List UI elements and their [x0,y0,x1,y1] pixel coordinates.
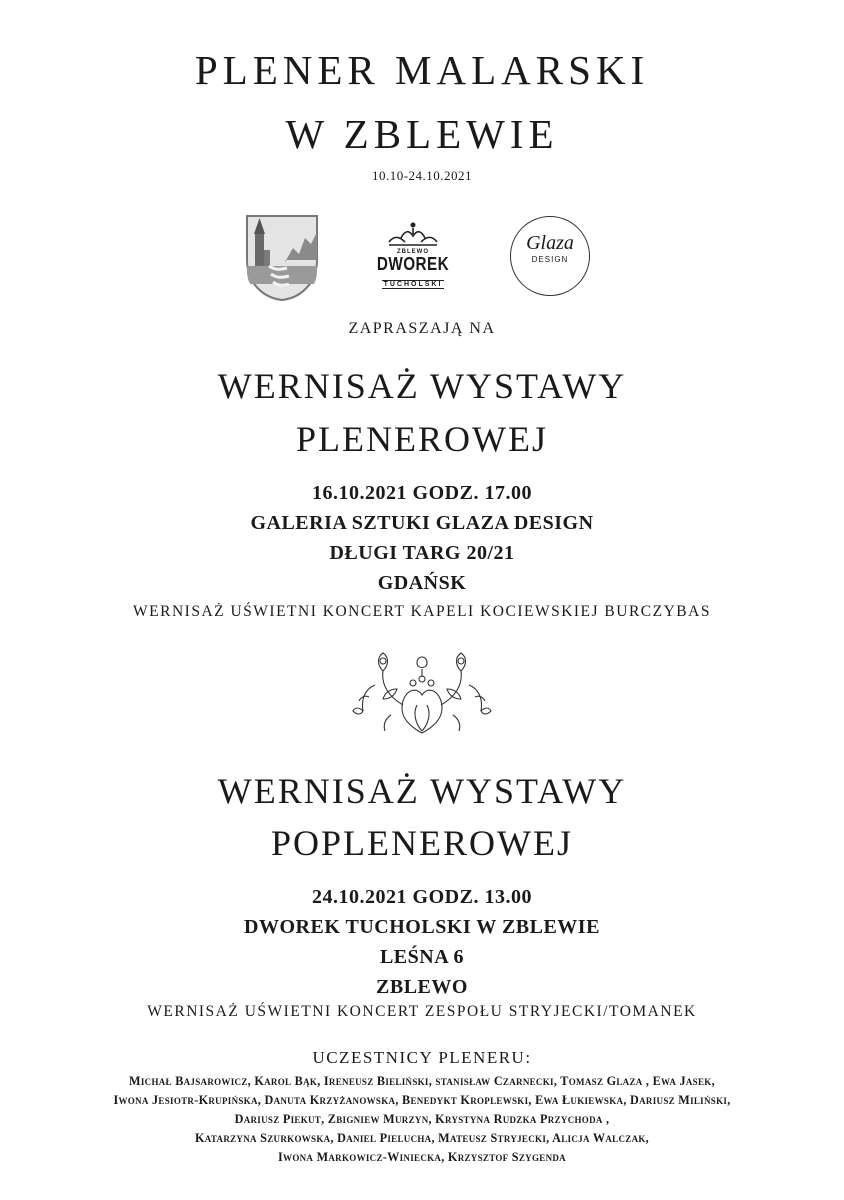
logos-row [0,210,844,310]
coat-of-arms-icon [245,214,319,302]
event1-datetime: 16.10.2021 GODZ. 17.00 [312,482,532,504]
event1-city: GDAŃSK [377,572,467,594]
participants-line: Michał Bajsarowicz, Karol Bąk, Ireneusz Bieliński, stanisław Czarnecki, Tomasz Glaza , Ewa Jasek, [129,1074,715,1088]
dworek-logo-small-text: ZBLEWO [397,249,429,255]
participants-line: Katarzyna Szurkowska, Daniel Pielucha, Mateusz Stryjecki, Alicja Walczak, [194,1131,650,1145]
glaza-logo-script: Glaza [526,232,574,254]
event-dates: 10.10-24.10.2021 [371,168,473,183]
event2-title-line-2: POPLENEROWEJ [271,823,573,863]
title-line-2: W ZBLEWIE [285,111,559,157]
glaza-design-logo [510,216,590,296]
glaza-logo-sub: DESIGN [531,255,569,264]
dworek-tucholski-logo [368,220,458,300]
event2-address: LEŚNA 6 [379,946,465,968]
kociewie-floral-ornament-icon [347,645,497,735]
event1-title-line-2: PLENEROWEJ [296,419,548,459]
event1-note: WERNISAŻ UŚWIETNI KONCERT KAPELI KOCIEWSKIEJ BURCZYBAS [133,603,711,620]
event1-venue: GALERIA SZTUKI GLAZA DESIGN [250,512,594,534]
event2-city: ZBLEWO [376,976,468,998]
participants-heading: UCZESTNICY PLENERU: [312,1048,532,1067]
participants-line: Dariusz Piekut, Zbigniew Murzyn, Krystyna Rudzka Przychoda , [234,1112,610,1126]
event1-title-line-1: WERNISAŻ WYSTAWY [217,366,627,406]
invite-text: ZAPRASZAJĄ NA [348,320,496,337]
event2-venue: DWOREK TUCHOLSKI W ZBLEWIE [244,916,600,938]
title-line-1: PLENER MALARSKI [194,47,650,93]
dworek-logo-sub: TUCHOLSKI [383,281,443,288]
dworek-logo-name: DWOREK [376,254,450,274]
crown-ornament-icon [383,220,443,248]
participants-line: Iwona Markowicz-Winiecka, Krzysztof Szygenda [277,1150,566,1164]
event2-datetime: 24.10.2021 GODZ. 13.00 [312,886,532,908]
event1-address: DŁUGI TARG 20/21 [329,542,515,564]
event2-title-line-1: WERNISAŻ WYSTAWY [217,771,627,811]
participants-line: Iwona Jesiotr-Krupińska, Danuta Krzyżanowska, Benedykt Kroplewski, Ewa Łukiewska, Dariusz Miliński, [113,1093,731,1107]
event2-note: WERNISAŻ UŚWIETNI KONCERT ZESPOŁU STRYJECKI/TOMANEK [147,1003,697,1020]
